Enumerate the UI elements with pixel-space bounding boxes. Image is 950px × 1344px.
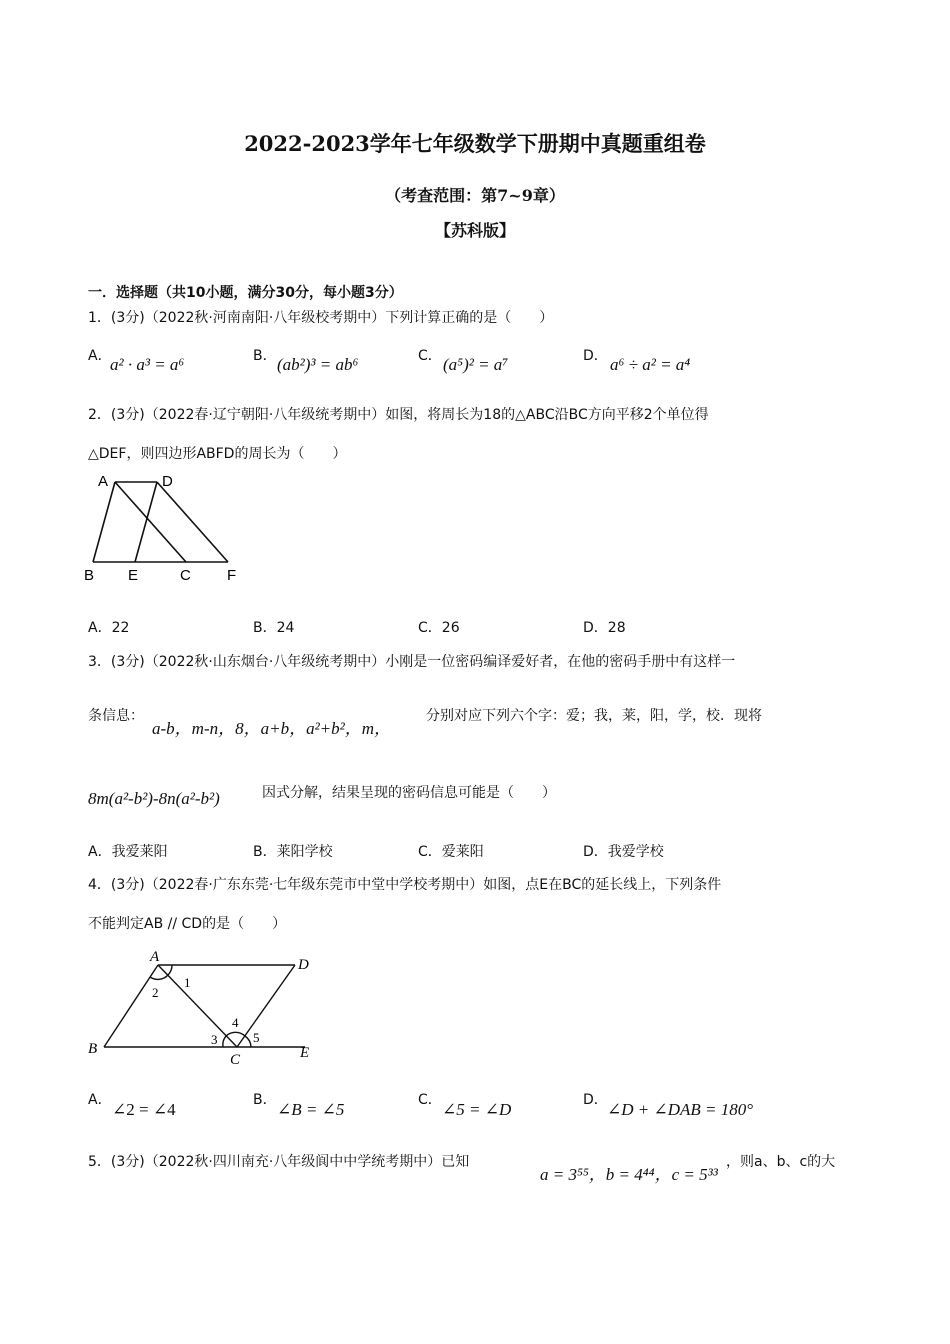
question-score: (3分) — [110, 877, 145, 893]
question-3-stem-line2-prefix: 条信息： — [88, 708, 144, 724]
question-2-stem-line2: △DEF，则四边形ABFD的周长为（ ） — [88, 446, 347, 462]
label-a: A — [150, 949, 160, 965]
option-label: D． — [583, 844, 608, 860]
q2-option-b — [253, 617, 294, 637]
angle-2-arc — [150, 975, 168, 979]
angle-label-4: 4 — [232, 1015, 239, 1030]
label-e: E — [300, 1045, 310, 1061]
option-text: 24 — [276, 620, 295, 636]
question-3-stem-line2-suffix: 分别对应下列六个字：爱；我，莱，阳，学，校．现将 — [426, 708, 762, 724]
label-d: D — [162, 473, 173, 490]
option-text: 我爱莱阳 — [111, 844, 168, 860]
label-e: E — [128, 567, 139, 584]
angle-label-3: 3 — [211, 1032, 218, 1047]
segment-df — [157, 482, 228, 562]
option-text: 22 — [111, 620, 130, 636]
q3-option-a — [88, 841, 168, 861]
question-source: （2022秋·河南南阳·八年级校考期中） — [144, 310, 386, 326]
q3-option-b — [253, 841, 333, 861]
question-3-expression: 8m(a²-b²)-8n(a²-b²) — [88, 789, 220, 808]
question-number: 2． — [88, 407, 111, 423]
angle-1-arc — [168, 965, 172, 975]
question-text: 如图，将周长为18的△ABC沿BC方向平移2个单位得 — [385, 407, 709, 423]
question-source: （2022秋·山东烟台·八年级统考期中） — [144, 654, 386, 670]
segment-dc — [237, 965, 295, 1047]
option-label: D． — [583, 620, 608, 636]
q1-option-c-math: (a⁵)² = a⁷ — [443, 355, 509, 374]
q1-option-c-label: C． — [418, 348, 442, 364]
q4-option-d-label: D． — [583, 1092, 608, 1108]
angle-label-1: 1 — [184, 975, 191, 990]
question-3-code-terms: a-b，m-n，8，a+b，a²+b²，m， — [152, 719, 392, 738]
label-a: A — [98, 473, 109, 490]
question-2-stem-line1 — [88, 404, 709, 424]
q1-option-d-label: D． — [583, 348, 608, 364]
q2-translation-figure — [80, 468, 250, 586]
label-f: F — [227, 567, 237, 584]
q2-option-a — [88, 617, 129, 637]
q4-parallel-figure — [80, 945, 330, 1070]
angle-label-5: 5 — [253, 1030, 260, 1045]
question-text: 如图，点E在BC的延长线上，下列条件 — [483, 877, 722, 893]
option-text: 莱阳学校 — [276, 844, 333, 860]
question-3-stem-line1 — [88, 651, 735, 671]
question-5-stem-suffix: ，则a、b、c的大 — [726, 1154, 836, 1170]
exam-scope: （考查范围：第7~9章） — [385, 186, 565, 205]
q4-option-b-label: B． — [253, 1092, 277, 1108]
question-4-stem-line1 — [88, 874, 721, 894]
question-number: 4． — [88, 877, 111, 893]
q4-option-c-math: ∠5 = ∠D — [442, 1100, 512, 1119]
label-c: C — [180, 567, 191, 584]
q1-option-b-label: B． — [253, 348, 277, 364]
option-text: 28 — [607, 620, 626, 636]
question-text: 下列计算正确的是（ ） — [385, 310, 554, 326]
q1-option-d-math: a⁶ ÷ a² = a⁴ — [610, 355, 691, 374]
q4-option-d-math: ∠D + ∠DAB = 180° — [607, 1100, 754, 1119]
question-score: (3分) — [110, 407, 145, 423]
question-source: （2022秋·四川南充·八年级阆中中学统考期中） — [144, 1154, 442, 1170]
option-label: A． — [88, 844, 112, 860]
label-c: C — [230, 1052, 241, 1068]
option-label: C． — [418, 844, 442, 860]
q4-option-c-label: C． — [418, 1092, 442, 1108]
question-number: 1． — [88, 310, 111, 326]
q1-option-b-math: (ab²)³ = ab⁶ — [277, 355, 359, 374]
question-score: (3分) — [110, 310, 145, 326]
segment-ac — [115, 482, 186, 562]
option-label: B． — [253, 844, 277, 860]
angle-label-2: 2 — [152, 985, 159, 1000]
question-5-expression: a = 3⁵⁵，b = 4⁴⁴，c = 5³³ — [540, 1165, 718, 1184]
angle-4-arc — [226, 1032, 245, 1036]
question-number: 5． — [88, 1154, 111, 1170]
angle-5-arc — [245, 1036, 251, 1047]
segment-ac — [158, 965, 237, 1047]
question-text: 小刚是一位密码编译爱好者，在他的密码手册中有这样一 — [385, 654, 736, 670]
angle-3-arc — [223, 1036, 226, 1047]
edition-label: 【苏科版】 — [434, 221, 515, 240]
question-5-stem — [88, 1151, 469, 1171]
segment-de — [135, 482, 157, 562]
q2-option-c — [418, 617, 460, 637]
q4-option-b-math: ∠B = ∠5 — [277, 1100, 345, 1119]
question-3-stem-line3: 因式分解，结果呈现的密码信息可能是（ ） — [262, 785, 556, 801]
question-source: （2022春·辽宁朝阳·八年级统考期中） — [144, 407, 386, 423]
q3-option-c — [418, 841, 484, 861]
question-number: 3． — [88, 654, 111, 670]
question-score: (3分) — [110, 654, 145, 670]
question-4-stem-line2: 不能判定AB // CD的是（ ） — [88, 916, 287, 932]
label-d: D — [298, 957, 309, 973]
question-text: 已知 — [441, 1154, 470, 1170]
segment-ab — [93, 482, 115, 562]
option-label: C． — [418, 620, 442, 636]
q4-option-a-label: A． — [88, 1092, 112, 1108]
question-1-stem — [88, 307, 553, 327]
label-b: B — [88, 1041, 98, 1057]
q3-option-d — [583, 841, 664, 861]
q4-option-a-math: ∠2 = ∠4 — [112, 1100, 176, 1119]
option-label: B． — [253, 620, 277, 636]
q1-option-a-label: A． — [88, 348, 112, 364]
section-heading: 一．选择题（共10小题，满分30分，每小题3分） — [88, 285, 403, 301]
option-text: 26 — [441, 620, 460, 636]
q2-option-d — [583, 617, 626, 637]
page-title: 2022-2023学年七年级数学下册期中真题重组卷 — [244, 131, 706, 156]
option-text: 爱莱阳 — [441, 844, 484, 860]
label-b: B — [84, 567, 95, 584]
question-source: （2022春·广东东莞·七年级东莞市中堂中学校考期中） — [144, 877, 484, 893]
q1-option-a-math: a² · a³ = a⁶ — [110, 355, 185, 374]
question-score: (3分) — [110, 1154, 145, 1170]
option-label: A． — [88, 620, 112, 636]
option-text: 我爱学校 — [607, 844, 664, 860]
